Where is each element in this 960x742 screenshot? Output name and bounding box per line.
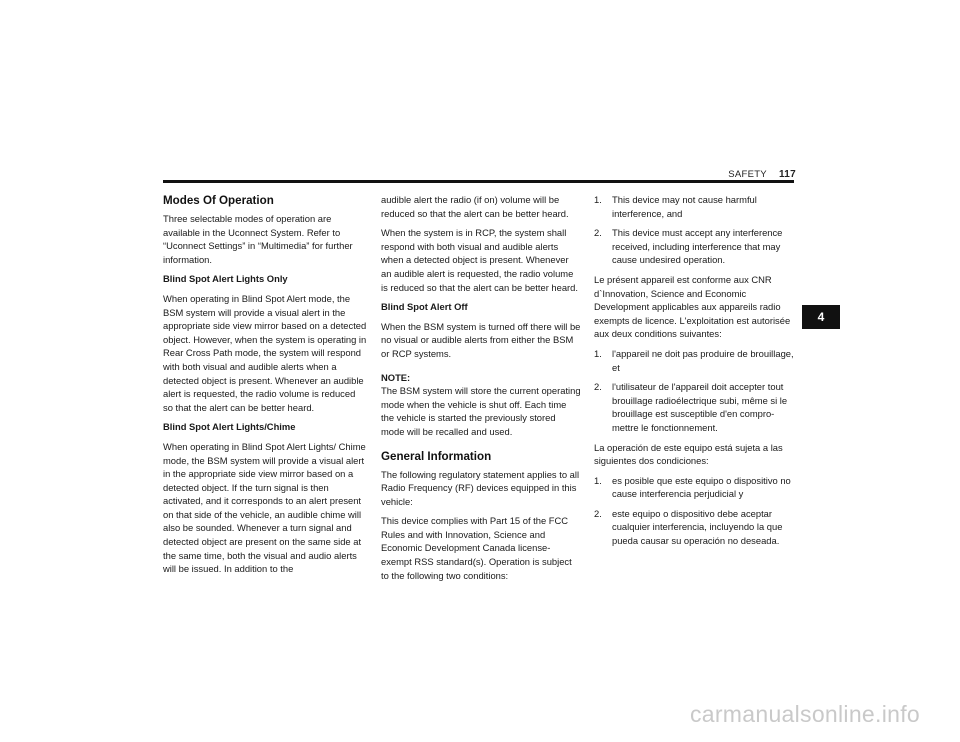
paragraph: Three selectable modes of operation are available in the Uconnect System. Refer to “Uconnect Settings” in “Multimedia” for further information.	[163, 213, 353, 265]
paragraph: The following regulatory statement applies to all Radio Frequency (RF) devices equipped in this vehicle:	[381, 468, 580, 507]
list-item: 1. l'appareil ne doit pas produire de brouillage, et	[594, 347, 794, 373]
watermark: carmanualsonline.info	[689, 701, 920, 727]
paragraph: This device complies with Part 15 of the FCC Rules and with Innovation, Science and Economic Development Canada license-exempt RSS standard(s). Operation is subject to the following two conditions:	[381, 515, 572, 581]
section-title: SAFETY	[728, 169, 767, 180]
list-english	[594, 193, 799, 267]
paragraph: When the BSM system is turned off there will be no visual or audible alerts from either the BSM or RCP systems.	[381, 320, 581, 359]
paragraph-spanish: La operación de este equipo está sujeta a las siguientes dos condiciones:	[594, 441, 783, 467]
heading-general-information: General Information	[381, 449, 492, 463]
paragraph-french: Le présent appareil est conforme aux CNR d`Innovation, Science and Economic Development applicables aux appareils radio exempts de licence. L'exploitation est autorisée aux deux conditions suivantes:	[594, 273, 791, 340]
list-item: 2. This device must accept any interference received, including interference that may cause undesired operation.	[594, 227, 783, 266]
list-spanish	[594, 474, 799, 548]
paragraph: audible alert the radio (if on) volume will be reduced so that the alert can be better heard.	[381, 194, 569, 219]
header-rule	[163, 180, 794, 183]
column-3	[594, 193, 799, 554]
list-item: 2. este equipo o dispositivo debe aceptar cualquier interferencia, incluyendo la que pueda causar su operación no deseada.	[594, 507, 783, 547]
subheading-lights-only: Blind Spot Alert Lights Only	[163, 273, 288, 285]
note-text: The BSM system will store the current operating mode when the vehicle is shut off. Each time the vehicle is started the previously stored mode will be recalled and used.	[381, 385, 581, 437]
paragraph: When operating in Blind Spot Alert mode, the BSM system will provide a visual alert in the appropriate side view mirror based on a detected object. However, when the system is operating in Rear Cross Path mode, the system will respond with both visual and audible alerts when a detected object is present. Whenever an audible alert is requested, the radio volume is reduced so that the alert can be better heard.	[163, 292, 367, 413]
heading-modes-of-operation: Modes Of Operation	[163, 194, 274, 207]
column-1	[163, 193, 367, 582]
subheading-lights-chime: Blind Spot Alert Lights/Chime	[163, 421, 296, 433]
list-french	[594, 347, 799, 435]
subheading-alert-off: Blind Spot Alert Off	[381, 301, 468, 313]
list-item: 2. l'utilisateur de l'appareil doit accepter tout brouillage radioélectrique subi, même si le brouillage est susceptible d'en compro-mettre le fonctionnement.	[594, 381, 788, 433]
column-2	[381, 193, 581, 588]
note-label: NOTE:	[381, 371, 411, 383]
list-item: 1. This device may not cause harmful interference, and	[594, 194, 757, 219]
paragraph: When the system is in RCP, the system shall respond with both visual and audible alerts when a detected object is present. Whenever an audible alert is requested, the radio volume is reduced so that the alert can be better heard.	[381, 227, 578, 293]
list-item: 1. es posible que este equipo o dispositivo no cause interferencia perjudicial y	[594, 474, 791, 500]
page-number: 117	[778, 169, 796, 180]
paragraph: When operating in Blind Spot Alert Lights/ Chime mode, the BSM system will provide a visual alert in the appropriate side view mirror based on a detected object. If the turn signal is then activated, and it corresponds to an alert present on that side of the vehicle, an audible chime will also be sounded. Whenever a turn signal and detected object are present on the same side at the same time, both the visual and audio alerts will be issued. In addition to the	[163, 440, 366, 575]
page-header	[728, 169, 796, 180]
chapter-tab: 4	[802, 305, 840, 329]
